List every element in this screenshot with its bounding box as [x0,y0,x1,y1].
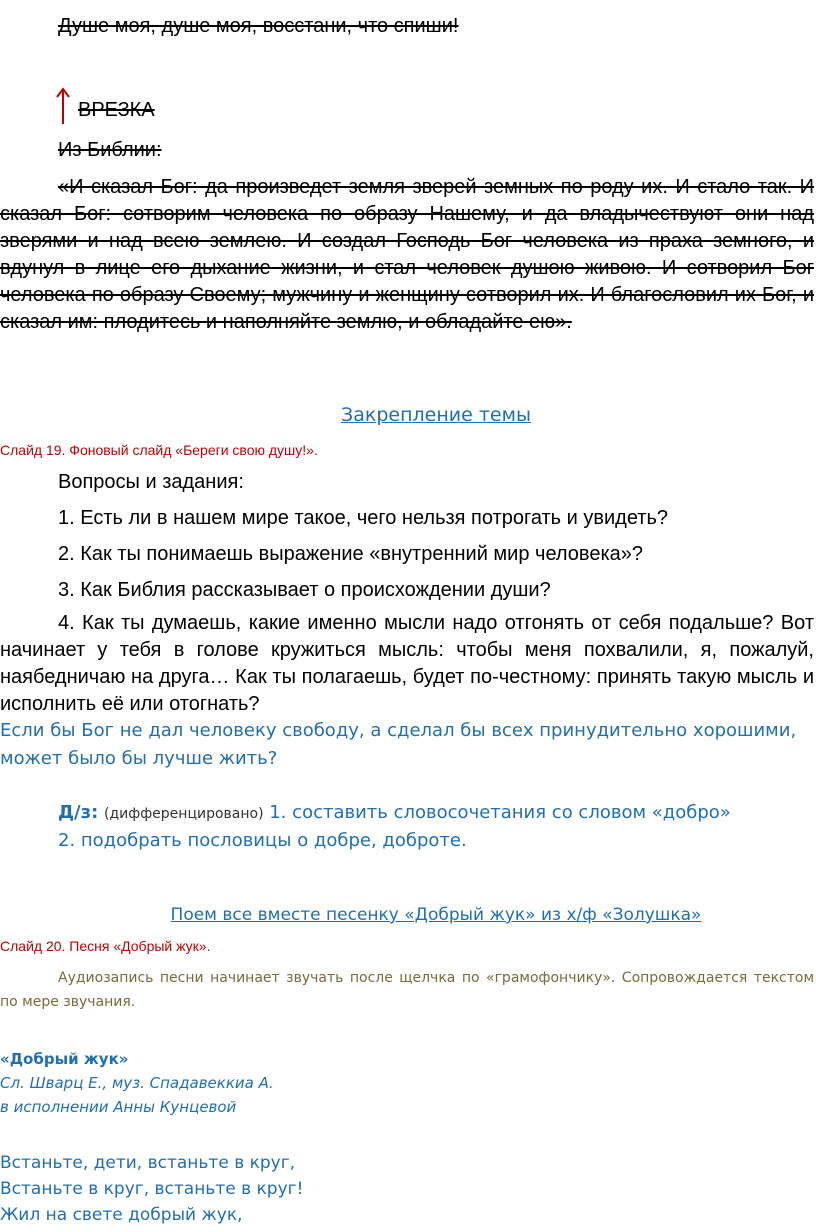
lyric-line: Жил на свете добрый жук, [0,1205,243,1225]
question-3: 3. Как Библия рассказывает о происхождении души? [58,579,551,601]
bible-quote: «И сказал Бог: да произведет земля зверей земных по роду их. И стало так. И сказал Бог: сотворим человека по образу Нашему, и да владычествуют они над зверями и над всею землею. И создал Господь Бог человека из праха земного, и вдунул в лице его дыхание жизни, и стал человек душою живою. И сотворил Бог человека по образу Своему; мужчину и женщину сотворил их. И благословил их Бог, и сказал им: плодитесь и наполняйте землю, и обладайте ею». [0,176,814,333]
homework-line [58,800,731,827]
section-title-reinforcement: Закрепление темы [341,404,531,426]
bible-heading: Из Библии: [58,139,162,161]
slide-19-note: Слайд 19. Фоновый слайд «Береги свою душу!». [0,442,318,458]
lyrics [0,1150,303,1228]
arrow-up-icon [54,86,72,126]
audio-note: Аудиозапись песни начинает звучать после щелчка по «грамофончику». Сопровождается текстом по мере звучания. [0,970,814,1010]
lyric-line: Встаньте, дети, встаньте в круг, [0,1153,296,1173]
homework-item-2: 2. подобрать пословицы о добре, доброте. [58,830,467,851]
homework-note: (дифференцировано) [104,806,264,822]
insert-label: ВРЕЗКА [78,99,155,121]
song-authors: Сл. Шварц Е., муз. Спадавеккиа А. [0,1074,274,1092]
discussion-question: Если бы Бог не дал человеку свободу, а сделал бы всех принудительно хорошими, может было бы лучше жить? [0,720,797,769]
opening-line: Душе моя, душе моя, восстани, что спиши! [58,15,459,37]
homework-item-1: 1. составить словосочетания со словом «добро» [269,802,731,823]
questions-heading: Вопросы и задания: [58,471,244,493]
homework-label: Д/з: [58,802,99,823]
section-title-song: Поем все вместе песенку «Добрый жук» из х/ф «Золушка» [170,905,702,925]
slide-20-note: Слайд 20. Песня «Добрый жук». [0,938,211,954]
question-2: 2. Как ты понимаешь выражение «внутренний мир человека»? [58,543,644,565]
song-title: «Добрый жук» [0,1050,129,1068]
question-4: 4. Как ты думаешь, какие именно мысли надо отгонять от себя подальше? Вот начинает у тебя в голове кружиться мысль: чтобы меня похвалили, я, пожалуй, наябедничаю на друга… Как ты полагаешь, будет по-честному: принять такую мысль и исполнить её или отогнать? [0,612,814,715]
question-1: 1. Есть ли в нашем мире такое, чего нельзя потрогать и увидеть? [58,507,669,529]
song-performer: в исполнении Анны Кунцевой [0,1098,237,1116]
lyric-line: Встаньте в круг, встаньте в круг! [0,1179,304,1199]
